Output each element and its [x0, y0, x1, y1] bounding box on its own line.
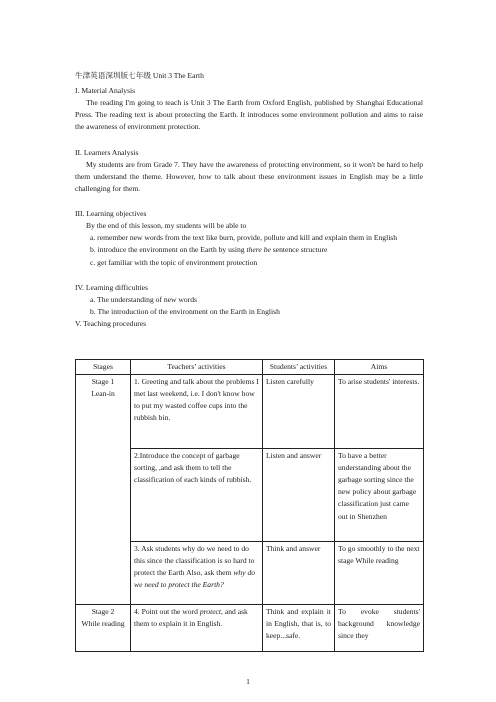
- table-row: [76, 605, 424, 652]
- table-header-row: [76, 360, 424, 375]
- objective-item-b-emphasis: there be: [246, 245, 271, 255]
- objective-item-b: b. introduce the environment on the Earth by using there be sentence structure: [90, 245, 328, 255]
- student-activity-cell: Listen carefully: [263, 375, 335, 449]
- header-teachers-activities: Teachers’ activities: [131, 360, 263, 375]
- header-stages: Stages: [76, 360, 131, 375]
- learners-paragraph: My students are from Grade 7. They have the awareness of protecting environment, so it won't be hard to help them understand the theme. However, how to talk about these environment issues in English may be a little challenging for them.: [75, 159, 423, 194]
- teacher-activity-cell: 2.Introduce the concept of garbage sorting, ,and ask them to tell the classification of each kinds of rubbish.: [131, 449, 263, 542]
- teacher-activity-cell: 3. Ask students why do we need to do this since the classification is so hard to protect the Earth Also, ask them why do we need to protect the Earth?: [131, 542, 263, 605]
- teaching-procedures-table: [75, 359, 424, 652]
- student-activity-cell: Listen and answer: [263, 449, 335, 542]
- teacher-activity-cell: 1. Greeting and talk about the problems I met last weekend, i.e. I don't know how to put my wasted coffee cups into the rubbish bin.: [131, 375, 263, 449]
- stage-cell-2: Stage 2 While reading: [76, 605, 131, 652]
- section-heading-material: I. Material Analysis: [75, 86, 136, 95]
- difficulty-item-b: b. The introduction of the environment on the Earth in English: [90, 307, 280, 317]
- section-heading-difficulties: IV. Learning difficulties: [75, 282, 148, 292]
- table-row: [76, 375, 424, 449]
- document-body: [75, 70, 423, 330]
- section-heading-learners: II. Learners Analysis: [75, 147, 139, 157]
- stage-cell-1: Stage 1 Lean-in: [76, 375, 131, 605]
- document-title: 牛津英语深圳版七年级 Unit 3 The Earth: [75, 71, 204, 80]
- section-heading-procedures: V. Teaching procedures: [75, 319, 147, 329]
- material-paragraph: The reading I'm going to teach is Unit 3 The Earth from Oxford English, published by Shanghai Educational Press. The reading text is about protecting the Earth. It introduces some environment pollution and aims to raise the awareness of environment protection.: [75, 98, 423, 132]
- aim-cell: To have a better understanding about the garbage sorting since the new policy about garbage classification just came out in Shenzhen: [335, 449, 424, 542]
- objective-item-a: a. remember new words from the text like burn, provide, pollute and kill and explain them in English: [90, 233, 398, 243]
- aim-cell: To go smoothly to the next stage While reading: [335, 542, 424, 605]
- aim-cell: To arise students' interests.: [335, 375, 424, 449]
- teacher-activity-cell: 4. Point out the word protect, and ask them to explain it in English.: [131, 605, 263, 652]
- teacher-activity-emphasis: why do we need to protect the Earth?: [134, 568, 256, 590]
- teacher-activity-emphasis: protect: [199, 607, 222, 617]
- header-aims: Aims: [335, 360, 424, 375]
- section-heading-objectives: III. Learning objectives: [75, 209, 147, 219]
- objectives-intro: By the end of this lesson, my students will be able to: [86, 221, 247, 231]
- header-students-activities: Students’ activities: [263, 360, 335, 375]
- objective-item-c: c. get familiar with the topic of environment protection: [90, 257, 258, 267]
- difficulty-item-a: a. The understanding of new words: [90, 294, 197, 304]
- student-activity-cell: Think and explain it in English, that is, to keep...safe.: [263, 605, 335, 652]
- page-number: 1: [246, 677, 250, 686]
- aim-cell: To evoke students' background knowledge since they: [335, 605, 424, 652]
- student-activity-cell: Think and answer: [263, 542, 335, 605]
